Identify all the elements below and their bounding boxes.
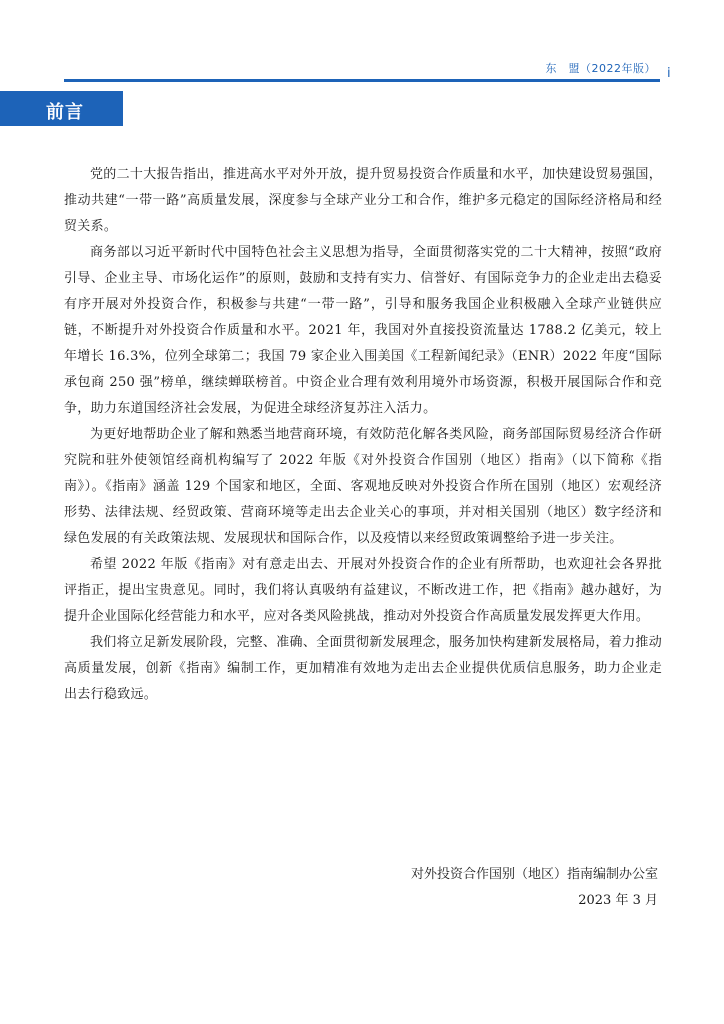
- signature-block: [411, 862, 658, 914]
- header-divider: [64, 79, 660, 82]
- header-title: 东 盟（2022年版）: [545, 62, 656, 75]
- page-number: i: [667, 66, 671, 81]
- signature-date: 2023 年 3 月: [578, 893, 658, 908]
- body-text: [64, 162, 662, 708]
- section-title: 前言: [46, 102, 84, 123]
- paragraph-5: 我们将立足新发展阶段，完整、准确、全面贯彻新发展理念，服务加快构建新发展格局，着力推动高质量发展，创新《指南》编制工作，更加精准有效地为走出去企业提供优质信息服务，助力企业走出去行稳致远。: [64, 635, 662, 702]
- paragraph-2: 商务部以习近平新时代中国特色社会主义思想为指导，全面贯彻落实党的二十大精神，按照“政府引导、企业主导、市场化运作”的原则，鼓励和支持有实力、信誉好、有国际竞争力的企业走出去稳妥有序开展对外投资合作，积极参与共建“一带一路”，引导和服务我国企业积极融入全球产业链供应链，不断提升对外投资合作质量和水平。2021 年，我国对外直接投资流量达 1788.2 亿美元，较上年增长 16.3%，位列全球第二；我国 79 家企业入围美国《工程新闻纪录》（ENR）2022 年度“国际承包商 250 强”榜单，继续蝉联榜首。中资企业合理有效利用境外市场资源，积极开展国际合作和竞争，助力东道国经济社会发展，为促进全球经济复苏注入活力。: [64, 245, 662, 416]
- signature-org: 对外投资合作国别（地区）指南编制办公室: [410, 867, 658, 882]
- paragraph-3: 为更好地帮助企业了解和熟悉当地营商环境，有效防范化解各类风险，商务部国际贸易经济合作研究院和驻外使领馆经商机构编写了 2022 年版《对外投资合作国别（地区）指南》（以下简称《指南》）。《指南》涵盖 129 个国家和地区，全面、客观地反映对外投资合作所在国别（地区）宏观经济形势、法律法规、经贸政策、营商环境等走出去企业关心的事项，并对相关国别（地区）数字经济和绿色发展的有关政策法规、发展现状和国际合作，以及疫情以来经贸政策调整给予进一步关注。: [64, 427, 662, 546]
- paragraph-1: 党的二十大报告指出，推进高水平对外开放，提升贸易投资合作质量和水平，加快建设贸易强国，推动共建“一带一路”高质量发展，深度参与全球产业分工和合作，维护多元稳定的国际经济格局和经贸关系。: [64, 167, 662, 234]
- paragraph-4: 希望 2022 年版《指南》对有意走出去、开展对外投资合作的企业有所帮助，也欢迎社会各界批评指正，提出宝贵意见。同时，我们将认真吸纳有益建议，不断改进工作，把《指南》越办越好，为提升企业国际化经营能力和水平，应对各类风险挑战，推动对外投资合作高质量发展发挥更大作用。: [64, 557, 662, 624]
